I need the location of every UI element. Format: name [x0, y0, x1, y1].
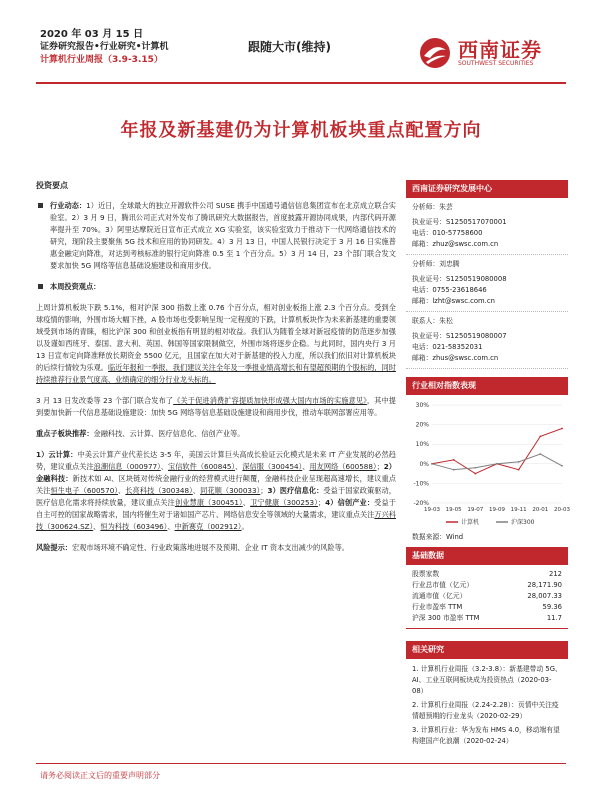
x-tick-label: 19-05 [445, 507, 462, 513]
basic-data-row [406, 613, 568, 624]
basic-value: 59.36 [542, 603, 562, 611]
analyst-name: 联系人：朱松 [412, 317, 453, 325]
related-list [406, 659, 568, 747]
x-tick-label: 19-09 [489, 507, 505, 513]
series-point [453, 469, 455, 471]
analyst-mail[interactable]: 邮箱：lzht@swsc.com.cn [412, 297, 495, 305]
related-report-link[interactable]: 1. 计算机行业周报（3.2-3.8）：新基建带动 5G、AI、工业互联网板块成为投资热点（2020-03-08） [412, 665, 562, 695]
basic-data-row [406, 580, 568, 591]
logo-text: 西南证券 [458, 38, 542, 62]
analyst-card [406, 198, 568, 255]
review-label: 本周投资观点： [50, 282, 101, 291]
y-tick-label: -20% [413, 500, 429, 507]
industry-text: 1）近日，全球最大的独立开源软件公司 SUSE 携手中国通号通信信息集团宣布在北京成立联合实验室。2）3 月 9 日，腾讯公司正式对外发布了腾讯研究大数据报告，首度披露开源协同成果，内部代码开源率提升至 70%。3）阿里达摩院近日宣布正式成立 XG 实验室，该实验室致力于推动下一代网络通信技术的研究，现阶段主要聚焦 5G 技术和应用的协同研发。4）3 月 13 日，中国人民银行决定于 3 月 16 日实施普惠金融定向降准，对达到考核标准的银行定向降准 0.5 至 1 个百分点。5）3 月 14 日，23 个部门联合发文要求加快 5G 网络等信息基础设施建设和商用步伐。 [50, 201, 396, 270]
legend-label: 计算机 [461, 519, 480, 526]
related-header: 相关研究 [406, 641, 568, 659]
analyst-cert: 执业证号：S1250519080007 [412, 332, 507, 340]
series-point [431, 463, 433, 465]
pick-label: 1）云计算： [36, 450, 78, 459]
stock-link: 深信服（300454） [242, 462, 303, 471]
analyst-tel: 电话：0755-23618646 [412, 286, 487, 294]
basic-key: 流通市值（亿元） [412, 592, 467, 600]
pick-label: 4）信创产业： [325, 498, 375, 507]
industry-bullet [36, 200, 396, 272]
stock-link: 卫宁健康（300253） [250, 498, 318, 507]
analyst-list [406, 198, 568, 369]
stock-link: 恒生电子（600570） [50, 486, 119, 495]
x-tick-label: 19-11 [510, 507, 527, 513]
review-bullet [36, 281, 396, 293]
review-text: 3 月 13 日发改委等 23 个部门联合发布了 [36, 396, 174, 405]
basic-value: 212 [549, 570, 562, 578]
x-tick-label: 20-01 [532, 507, 549, 513]
y-tick-label: 10% [415, 441, 429, 449]
focus-text: 金融科技、云计算、医疗信息化、信创产业等。 [93, 429, 245, 438]
analyst-card [406, 255, 568, 312]
report-series: 计算机行业周报（3.9-3.15） [40, 55, 163, 65]
basic-key: 股票家数 [412, 570, 440, 578]
pick-text: 新技术如 AI、区块链对传统金融行业的经营模式进行颠覆，金融科技企业呈现超高速增长，建议重点关注 [36, 474, 396, 495]
basic-value: 28,007.33 [527, 592, 562, 600]
analyst-mail[interactable]: 邮箱：zhuz@swsc.com.cn [412, 240, 499, 248]
series-line-1 [432, 454, 562, 470]
bullet-square-icon [38, 203, 43, 208]
stock-link: 用友网络（600588） [309, 462, 377, 471]
divider [406, 628, 568, 629]
series-point [539, 453, 541, 455]
x-tick-label: 19-07 [467, 507, 484, 513]
analyst-tel: 电话：021-58352031 [412, 343, 483, 351]
pick-text: 受益于自主可控的国家战略需求，国内将催生对于诸如国产芯片、网络信息安全等领域的大量需求，建议重点关注 [36, 498, 396, 519]
legend-label: 沪深300 [511, 519, 535, 526]
summary-section [36, 180, 396, 554]
analyst-card [406, 312, 568, 369]
footer-disclaimer: 请务必阅读正文后的重要声明部分 [40, 771, 160, 780]
bullet-square-icon [38, 284, 43, 289]
stock-link: 浪潮信息（000977） [93, 462, 161, 471]
basic-key: 行业总市值（亿元） [412, 581, 474, 589]
analyst-cert: 执业证号：S1250517070001 [412, 218, 507, 226]
stock-link: 恒为科技（603496） [100, 522, 168, 531]
y-tick-label: 30% [415, 402, 429, 409]
pick-text: 中美云计算产业代差长达 3-5 年，美国云计算巨头高成长验证云化模式是未来 IT 产业发展的必然趋势，建议重点关注 [36, 450, 396, 471]
series-point [561, 428, 563, 430]
risk-label: 风险提示： [36, 543, 72, 552]
stock-link: 中新赛克（002912） [174, 522, 242, 531]
y-tick-label: -10% [413, 480, 429, 488]
review-paragraph-1 [36, 302, 396, 386]
related-report-link[interactable]: 3. 计算机行业：华为发布 HMS 4.0，移动端有望构建国产化浪潮（2020-02-24） [412, 726, 560, 745]
industry-label: 行业动态： [50, 201, 87, 210]
chart-source: 数据来源：Wind [412, 533, 464, 541]
series-point [474, 467, 476, 469]
review-highlight: 临近年报和一季报，我们建议关注全年及一季报业绩高增长和有望超预期的个股标的，同时持续推荐行业景气度高、业绩确定的细分行业龙头标的。 [36, 363, 396, 384]
analyst-mail[interactable]: 邮箱：zhus@swsc.com.cn [412, 354, 499, 362]
report-category: 证券研究报告•行业研究•计算机 [40, 42, 169, 52]
basic-data-table [406, 565, 568, 628]
basic-header: 基础数据 [406, 547, 568, 565]
series-point [561, 465, 563, 467]
pick-text: 受益于国家政策驱动，医疗信息化需求将持续放量，建议重点关注 [36, 486, 396, 507]
performance-chart [406, 395, 568, 525]
basic-value: 11.7 [546, 614, 562, 622]
risk-text: 宏观市场环境不确定性、行业政策落地进展不及预期、企业 IT 资本支出减少的风险等。 [71, 543, 349, 552]
y-tick-label: 20% [415, 421, 429, 429]
stock-link: 同花顺（300033） [200, 486, 261, 495]
basic-key: 沪深 300 市盈率 TTM [412, 614, 480, 622]
basic-key: 行业市盈率 TTM [412, 603, 463, 611]
footer-divider [36, 763, 566, 764]
pick-label: 2）金融科技： [36, 462, 396, 483]
report-title: 年报及新基建仍为计算机板块重点配置方向 [120, 120, 482, 141]
logo-mark-icon [418, 36, 452, 70]
focus-paragraph [36, 428, 396, 440]
series-line-0 [432, 429, 562, 474]
series-point [496, 463, 498, 465]
company-logo [418, 34, 568, 74]
team-header: 西南证券研究发展中心 [406, 180, 568, 198]
picks-paragraph: 1）云计算：中美云计算产业代差长达 3-5 年，美国云计算巨头高成长验证云化模式是未来 IT 产业发展的必然趋势，建议重点关注浪潮信息（000977）、宝信软件（600845）、深信服（300454）、用友网络（600588）；2）金融科技：新技术如 AI、区块链对传统金融行业的经营模式进行颠覆，金融科技企业呈现超高速增长，建议重点关注恒生电子（600570）、长亮科技（300348）、同花顺（300033）；3）医疗信息化：受益于国家政策驱动，医疗信息化需求将持续放量，建议重点关注创业慧康（300451）、卫宁健康（300253）；4）信创产业：受益于自主可控的国家战略需求，国内将催生对于诸如国产芯片、网络信息安全等领域的大量需求，建议重点关注万兴科技（300624.SZ）、恒为科技（603496）、中新赛克（002912）。 [36, 450, 396, 531]
basic-data-row [406, 569, 568, 580]
stock-link: 长亮科技（300348） [125, 486, 193, 495]
policy-title: 《关于促进消费扩容提质加快形成强大国内市场的实施意见》 [173, 396, 367, 405]
report-date: 2020 年 03 月 15 日 [40, 29, 144, 40]
basic-data-row [406, 591, 568, 602]
stock-link: 宝信软件（600845） [168, 462, 236, 471]
x-tick-label: 19-03 [424, 507, 440, 513]
series-point [518, 461, 520, 463]
series-point [518, 469, 520, 471]
risk-paragraph [36, 542, 396, 554]
analyst-name: 分析师：朱芸 [412, 203, 453, 211]
perf-header: 行业相对指数表现 [406, 377, 568, 395]
rating: 跟随大市(维持) [248, 40, 331, 54]
related-report-link[interactable]: 2. 计算机行业周报（2.24-2.28）：页情中关注疫情超预期的行业龙头（2020-02-29） [412, 701, 559, 720]
stock-link: 万兴科技（300624.SZ） [36, 510, 396, 531]
stock-link: 创业慧康（300451） [174, 498, 243, 507]
analyst-cert: 执业证号：S1250519080008 [412, 275, 507, 283]
review-paragraph-2 [36, 395, 396, 419]
review-text: ，其中提到要加快新一代信息基础设施建设：加快 5G 网络等信息基础设施建设和商用步伐，推动车联网部署应用等。 [36, 396, 396, 417]
focus-label: 重点子板块推荐： [36, 429, 94, 438]
pick-label: 3）医疗信息化： [267, 486, 324, 495]
x-tick-label: 20-03 [554, 507, 570, 513]
y-tick-label: 0% [419, 460, 429, 468]
header-divider [36, 82, 566, 84]
series-point [453, 459, 455, 461]
basic-data-row [406, 602, 568, 613]
review-text: 上周计算机板块下跌 5.1%，相对沪深 300 指数上涨 0.76 个百分点，相对创业板指上涨 2.3 个百分点。受到全球疫情的影响，外围市场大幅下挫，A 股市场也受影响呈现一定程度的下跌，计算机板块作为未来新基建的重要领域受到市场的青睐，相比沪深 300 和创业板指有明显的相对收益。我们认为随着全球对新冠疫情的防范逐步加强以及谨如西班牙、泰国、意大利、英国、韩国等国家限制做空，外围市场将逐步企稳。与此同时，国内央行 3 月 13 日宣布定向降准释放长期资金 5500 亿元，且国家在加大对于新基建的投入力度，所以我们依旧对计算机板块的后续行情较为乐观。 [36, 303, 396, 372]
sidebar [406, 180, 568, 750]
analyst-name: 分析师：刘忠腾 [412, 260, 460, 268]
logo-text-en: SOUTHWEST SECURITIES [458, 60, 534, 67]
header-meta [40, 28, 240, 67]
summary-label: 投资要点 [36, 181, 68, 190]
analyst-tel: 电话：010-57758600 [412, 229, 483, 237]
series-point [539, 435, 541, 437]
series-point [474, 473, 476, 475]
basic-value: 28,171.90 [527, 581, 562, 589]
